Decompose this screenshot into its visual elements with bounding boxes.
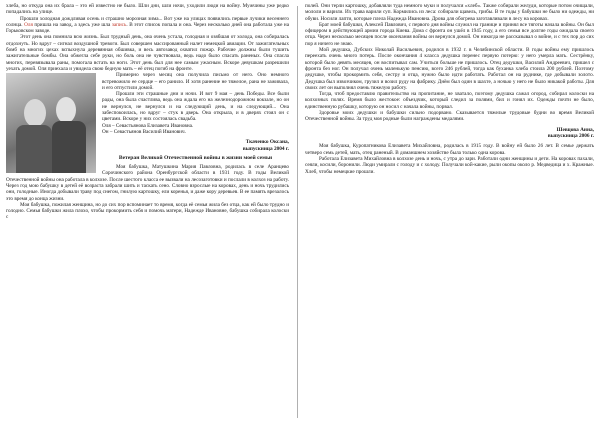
paragraph: Примерно через месяц она получила письмо от него. Оно немного встревожило ее сердце – его ранило. И хотя ранение не тяжелое, рана не заживала, и его отпустили домой.: [102, 72, 289, 91]
paragraph: Тогда, чтоб предоставлю правительство на пропитание, не хватало, поэтому дедушка сажал огород, собирал колоски на колхозных полях. Время было жестокое: объездчик, который следил за полями, бил и гонял их. Одежды почти не было, единственную рубашку, которую он носил с начала войны, порвал.: [305, 91, 594, 110]
text-run: пришла на завод, а здесь уже шла: [32, 21, 112, 28]
highlight-olya: Оля: [24, 21, 33, 28]
section-heading: Ветеран Великой Отечественной войны в жизни моей семьи: [118, 155, 273, 162]
text-run: Прошли холодная дождливая осень и страшно морозная зима... Вот уже на улицах появились первые лучики весеннего солнца.: [6, 15, 289, 28]
author-year: выпускница 2006 г.: [547, 133, 594, 140]
text-run: . В этот список попала и она. Через несколько дней она работала уже на Горьковском заводе.: [6, 21, 289, 35]
right-column: [305, 3, 594, 421]
paragraph: Моя бабушка, пожилая женщина, но до сих пор вспоминает то время, когда её семья жила без отца, как ей было трудно и голодно. Семья бабушки жила плохо, чтобы прокормить себя и помочь матери, Надежде Ивановне, бабушка собирала колоски с: [6, 201, 289, 221]
paragraph: Работала Елизавета Михайловна в колхозе день и ночь, с утра до зари. Работали одни женщины и дети. На коровах пахали, сеяли, косили, боронили. Люди умирали с голоду и с холоду. Получали кой-какие, рыли окопы около р. Медведица и х. Кражные. Хлеб, чтобы немецкие прошли.: [305, 156, 594, 175]
left-column: [6, 3, 289, 421]
paragraph: хлеба, но откуда она их брала – это ей известно не было. Шли дни, шли ночи, уходили люди на войну. Мужчины уже редко попадались на улице.: [6, 3, 289, 16]
column-divider: [297, 6, 298, 418]
family-photo-icon: [6, 73, 96, 173]
highlight-zapis: запись: [111, 21, 127, 28]
paragraph: Моя бабушка, Матушкина Мария Павловна, родилась в селе Аранцево Сорочинского района Оренбургской области в 1931 году. В годы Великой Отечественной войны она работала в колхозе. После шестого класса ее вызвали на лесозаготовки и послали в колхоз на работу. Через год мою бабушку в детей её возраста забрали шить и таскать сено. Словно взрослые на коровах, день и ночь трудились они, голодные. Иногда добывали траву под снегом, гнилую картошку, ели коренья, и даже кору деревьев. В ее память врезалось это время до конца жизни.: [6, 164, 289, 202]
paragraph: Здоровье моих дедушки и бабушки сильно подорвано. Сказывается тяжелые трудовые будни во время Великой Отечественной войны. За труд моя родные были награждены медалями.: [305, 110, 594, 123]
paragraph: полей. Они терли картошку, добавляли туда немного муки и получался «хлеб». Также собирали желуди, которые потом очищали, мололи и варили. Их трава варили суп. Кормились из леса: собирали щавель, грибы. В те годы у бабушки не было ни одежды, ни обуви. Носили лапти, которые плела Надежда Ивановна. Дрова для обогрева заготавливали в лесу на коровах.: [305, 3, 594, 22]
paragraph: Брат моей бабушки, Алексей Павлович, с первого дня войны служил на границе и принял все тяготы начала войны. Он был офицером в действующей армии города Киева. Дома с фронта он ушёл в 1945 году, а его семья все долгие годы ожидала своего отца. Через несколько месяцев после окончания войны он вернулся домой. Он никогда не рассказывал о войне, и с тех пор до сих пор я ничего не знаю.: [305, 21, 594, 47]
paragraph: [6, 16, 289, 35]
author-name: Шевцова Анна,: [556, 126, 594, 133]
paragraph: Этот день она помнила всю жизнь. Был трудный день, она очень устала, голодная и озябшая от холода, она собиралась отдохнуть. Но вдруг – сигнал воздушной тревоги. Был совершен массированный налет немецкой авиации. От зажигательных бомб на многих цехах вспыхнула деревянная обшивка, и весь автозавод охватил пожар. Рабочие должны были тушить зажигательные бомбы. Она обжегла себе руки, но боль она не чувствовала, ведь надо было спасать раненых. Она спасла многих, перевязывала раны, помогала встать на ноги. Этот день был для нее самым ужасным. Вскоре девушкам разрешили уехать домой. Оля приехала и увидела свою бедную мать – её отец погиб на фронте.: [6, 34, 289, 72]
author-name: Ткаченко Оксана,: [245, 139, 289, 146]
paragraph: Моя бабушка, Куропатникова Елизавета Михайловна, родилась в 1915 году. В войну ей было 26 лет. В семье держать четверо семь детей, мать, отец раненый. В доманшнем хозяйстве была только одна корова.: [305, 143, 594, 156]
paragraph: Прошли эти страшные дни и ночи. И вот 9 мая – день Победы. Все были рады, она была счастлива, ведь она ждала его на железнодорожном вокзале, но он не вернулся, не вернулся и на следующий день, и на следующий... Она забеспокоилась, но вдруг – стук в дверь. Она открыла, и в дверях стоял он с цветами. Вскоре у них состоялась свадьба.: [102, 91, 289, 123]
author-year: выпускница 2004 г.: [242, 145, 289, 152]
photo-caption: Он – Севастьянов Василий Иванович.: [102, 128, 186, 135]
paragraph: Мой дедушка, Дубских Николай Васильевич, родился в 1932 г. в Челябинской области. В годы войны ему пришлось переехать очень много потерь. После окончания 4 класса дедушка перенес первую потерю: у него умерла мать. Сестрёнку, которой было девять месяцев, он воспитывал сам. Учиться больше не пришлось. Отец дедушки, Василий Андреевич, пришел с фронта без ног. Он получал очень маленькую пенсию, всего 246 рублей, тогда как буханка хлеба стоила 200 рублей. Поэтому дедушке, чтобы прокормить себя, сестру и отца, нужно было идти работать. Работал он на руднике, где добывали золото. Дедушка был извозчиком, грузил и возил руду на фабрику. Днём был один в шахте, а ночью у него не было никакой работы. Для своих лет он выполнял очень тяжелую работу.: [305, 47, 594, 91]
photo-caption: Оля – Севастьянова Елизавета Ивановна.: [102, 122, 194, 129]
